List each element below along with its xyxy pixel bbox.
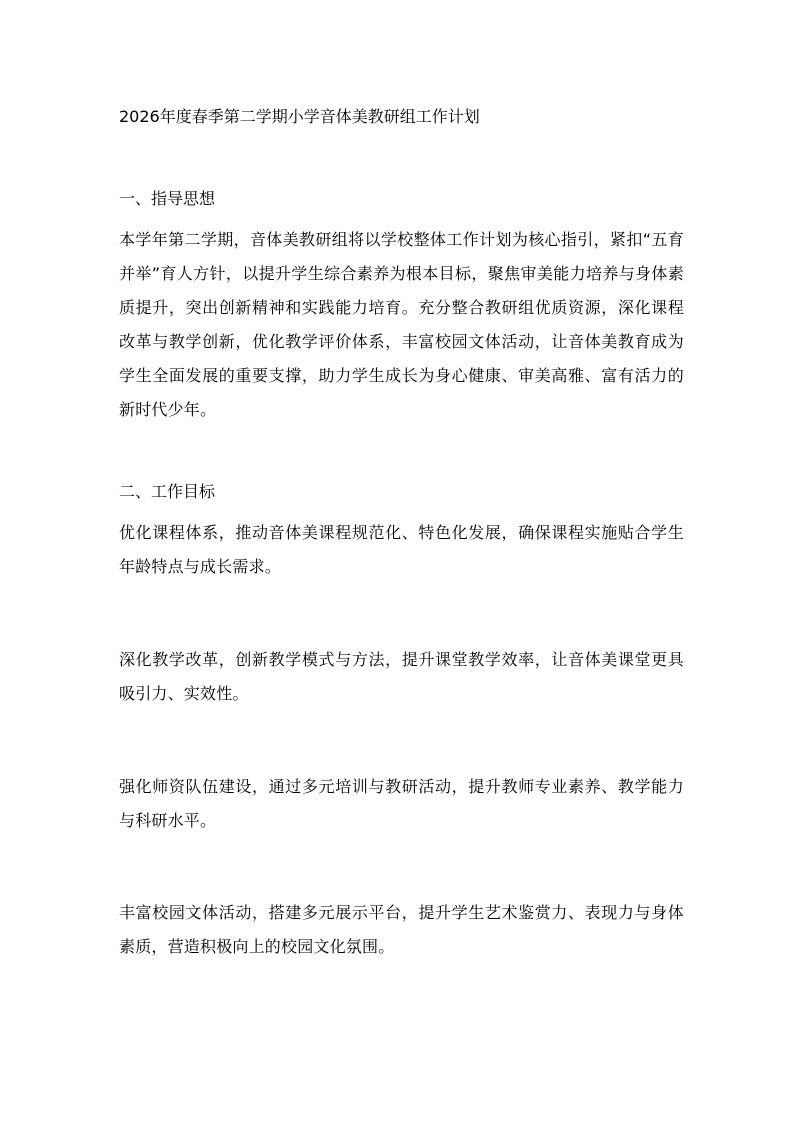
- section-heading-guiding-ideology: 一、指导思想: [119, 189, 216, 208]
- paragraph-guiding-ideology: 本学年第二学期，音体美教研组将以学校整体工作计划为核心指引，紧扣“五育并举”育人方针，以提升学生综合素养为根本目标，聚焦审美能力培养与身体素质提升，突出创新精神和实践能力培育。充分整合教研组优质资源，深化课程改革与教学创新，优化教学评价体系，丰富校园文体活动，让音体美教育成为学生全面发展的重要支撑，助力学生成长为身心健康、审美高雅、富有活力的新时代少年。: [119, 230, 684, 419]
- document-title: 2026年度春季第二学期小学音体美教研组工作计划: [119, 107, 480, 126]
- paragraph-goal-teaching-reform: 深化教学改革，创新教学模式与方法，提升课堂教学效率，让音体美课堂更具吸引力、实效性。: [119, 650, 684, 703]
- paragraph-goal-campus-activities: 丰富校园文体活动，搭建多元展示平台，提升学生艺术鉴赏力、表现力与身体素质，营造积极向上的校园文化氛围。: [119, 903, 684, 956]
- paragraph-goal-teacher-team: 强化师资队伍建设，通过多元培训与教研活动，提升教师专业素养、教学能力与科研水平。: [119, 777, 684, 830]
- section-heading-work-goals: 二、工作目标: [119, 482, 216, 501]
- paragraph-goal-curriculum: 优化课程体系，推动音体美课程规范化、特色化发展，确保课程实施贴合学生年龄特点与成长需求。: [119, 523, 684, 576]
